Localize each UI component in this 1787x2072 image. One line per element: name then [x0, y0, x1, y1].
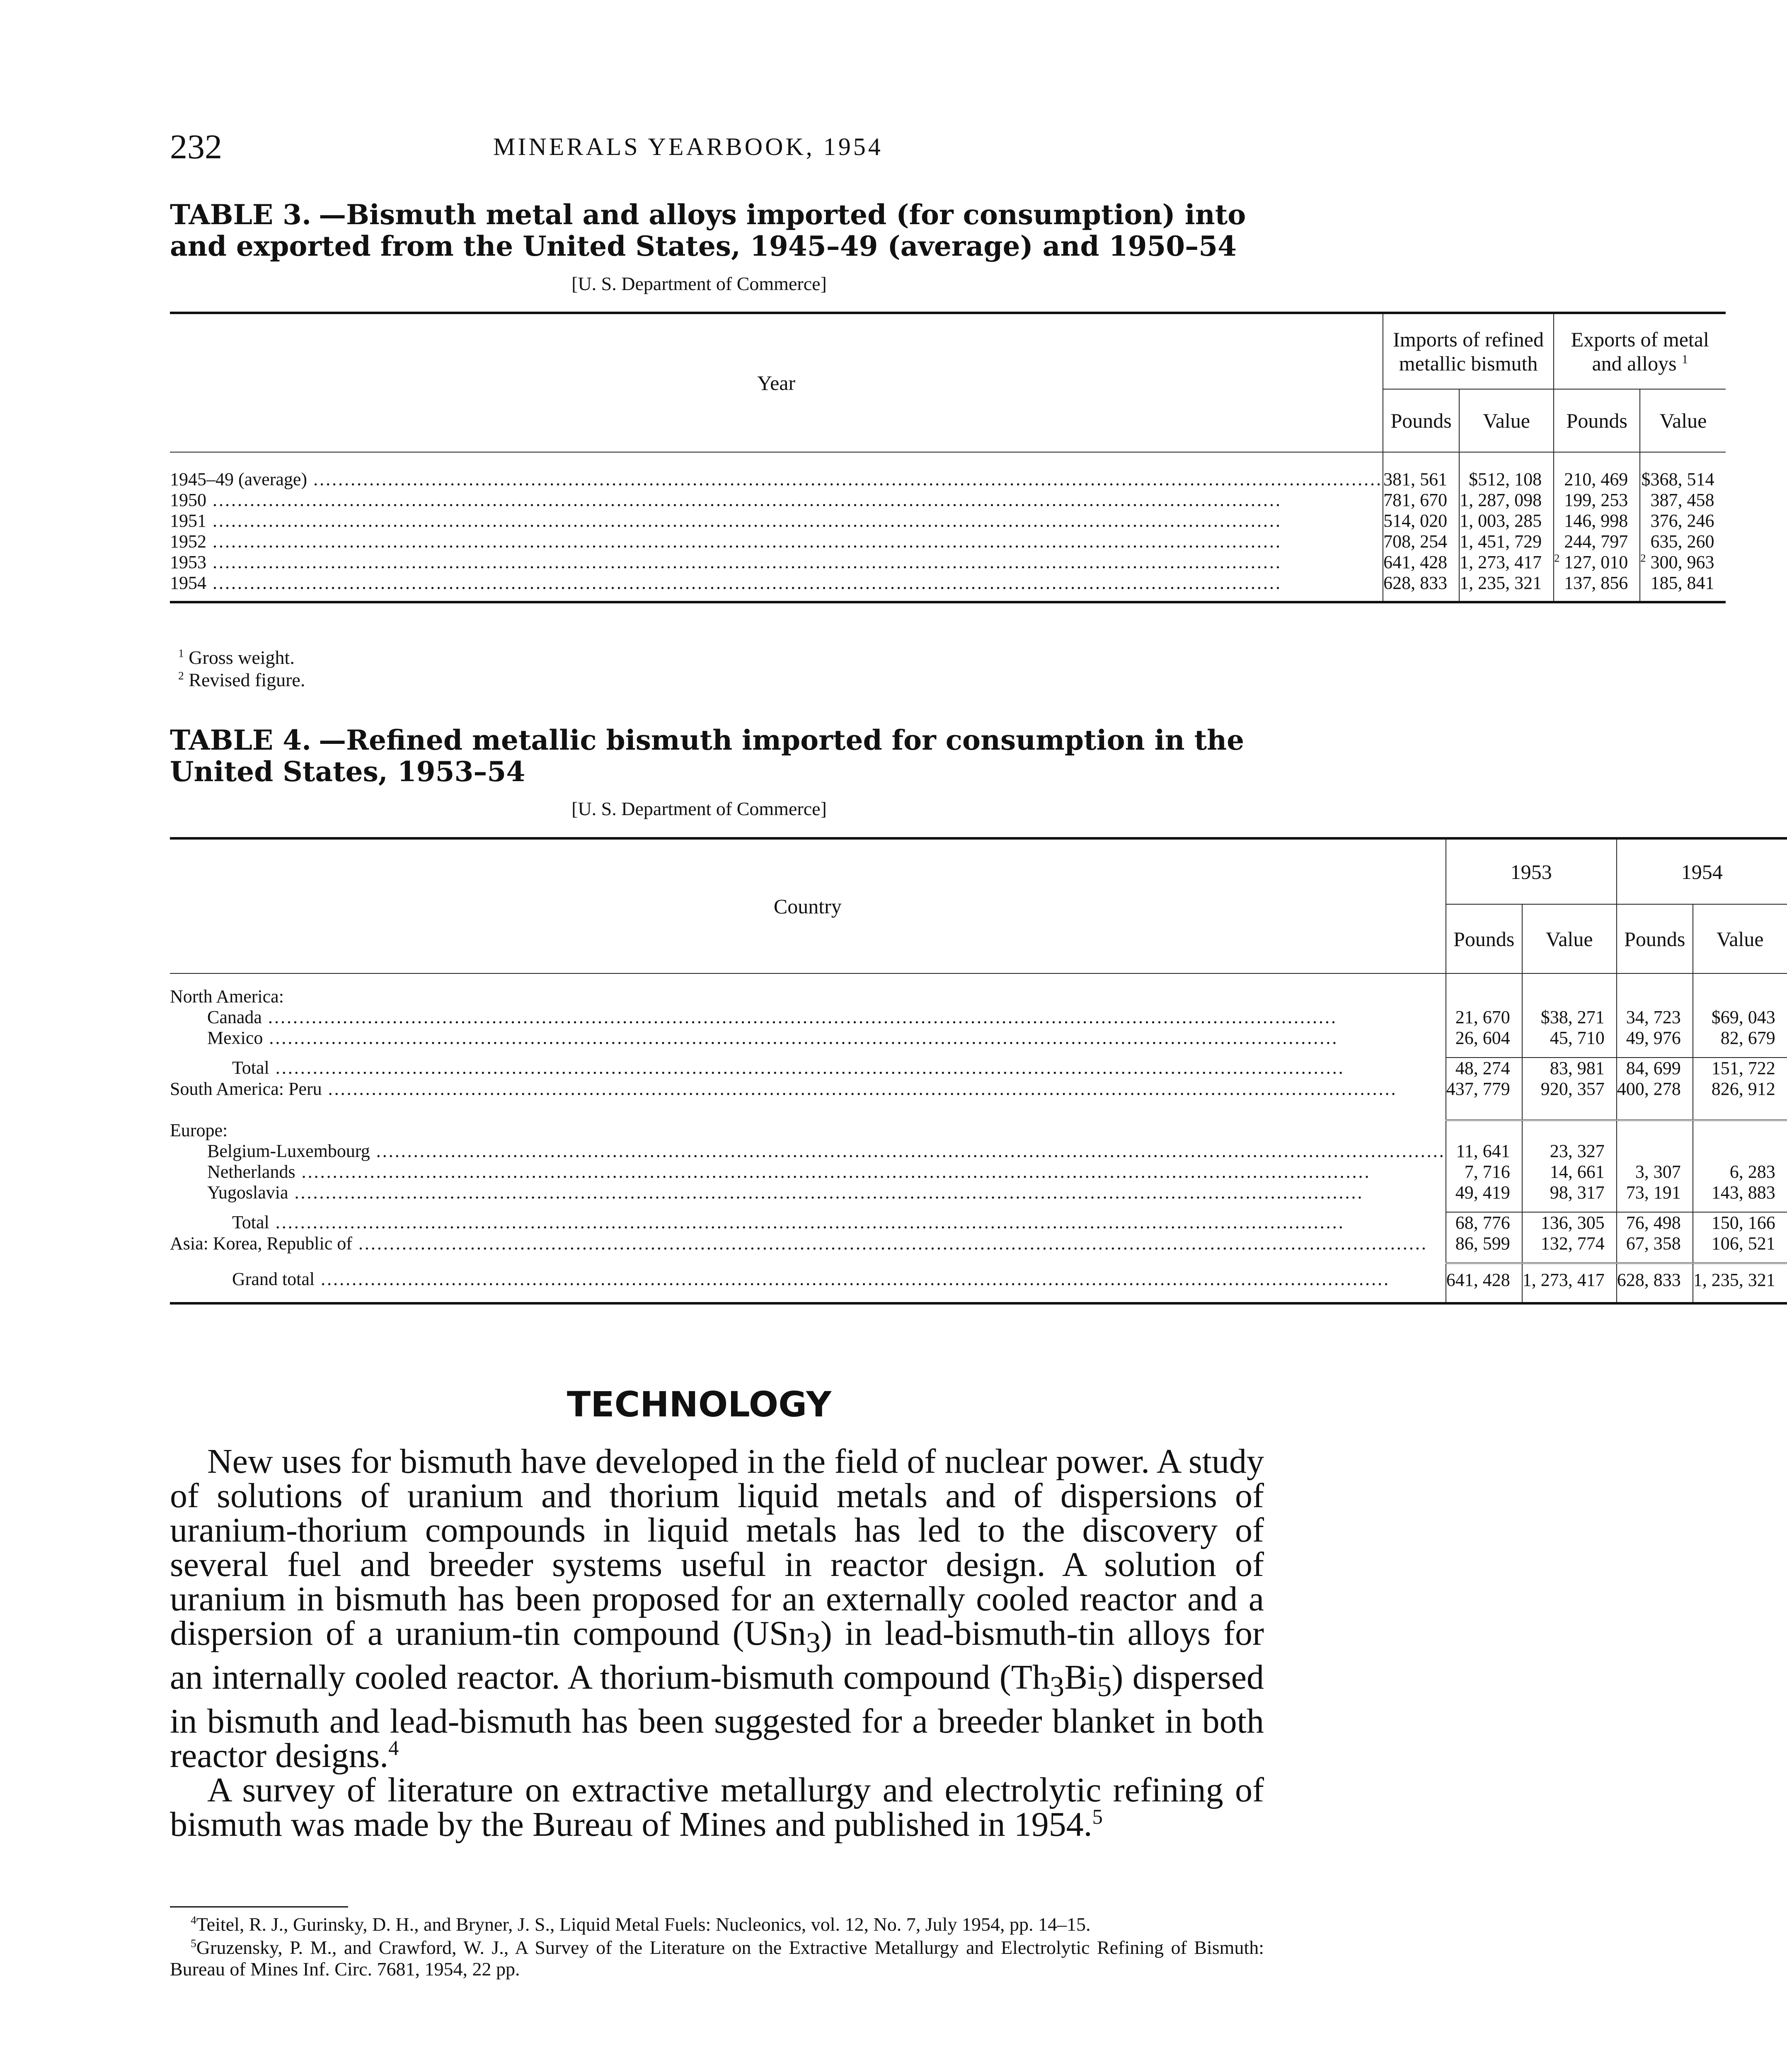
- table-row: 1945–49 (average) ..... 381, 561 $512, 108 210, 469 $368, 514: [170, 469, 1726, 490]
- table-row: 1950 ..... 781, 670 1, 287, 098 199, 253 387, 458: [170, 490, 1726, 511]
- technology-body: [170, 1444, 1264, 1842]
- table4-col-pounds-1953: Pounds: [1446, 904, 1522, 973]
- table4-caption: —Refined metallic bismuth imported for consumption in the United States, 1953–54: [170, 724, 1245, 788]
- table-row: Canada ..... 21, 670 $38, 271 34, 723 $69, 043: [170, 1007, 1787, 1028]
- table3-group-exports: Exports of metal and alloys $^1$: [1554, 313, 1726, 389]
- table4: [170, 837, 1787, 1305]
- table3-group-imports: Imports of refined metallic bismuth: [1383, 313, 1554, 389]
- table3-label: TABLE 3.: [170, 198, 312, 231]
- table-row: Asia: Korea, Republic of ..... 86, 599 132, 774 67, 358 106, 521: [170, 1233, 1787, 1254]
- table-row: North America:: [170, 986, 1787, 1007]
- running-head: MINERALS YEARBOOK, 1954: [493, 133, 883, 160]
- table-row: Belgium-Luxembourg ..... 11, 641 23, 327: [170, 1141, 1787, 1162]
- footnote-divider: [170, 1906, 348, 1907]
- footnote-4: $^4$Teitel, R. J., Gurinsky, D. H., and Bryner, J. S., Liquid Metal Fuels: Nucleonics, vol. 12, No. 7, July 1954, pp. 14–15.: [191, 1913, 1091, 1935]
- table3-title: [170, 199, 1264, 262]
- table-row: Grand total ..... 641, 428 1, 273, 417 628, 833 1, 235, 321: [170, 1263, 1787, 1303]
- table4-col-value-1954: Value: [1693, 904, 1787, 973]
- table-row: Total ..... 68, 776 136, 305 76, 498 150, 166: [170, 1212, 1787, 1233]
- table3-footnote-1: $^1$ Gross weight.: [178, 646, 295, 668]
- page-number: 232: [170, 128, 222, 166]
- table3-footnote-2: $^2$ Revised figure.: [178, 669, 305, 690]
- table3-col-imp-pounds: Pounds: [1383, 389, 1459, 452]
- table4-year-1954: 1954: [1617, 838, 1787, 904]
- table4-col-value-1953: Value: [1522, 904, 1617, 973]
- table3-col-exp-value: Value: [1640, 389, 1726, 452]
- footnotes: [170, 1914, 1264, 1982]
- table3-col-exp-pounds: Pounds: [1554, 389, 1640, 452]
- table3: [170, 312, 1726, 603]
- page-header: [170, 127, 1264, 164]
- table3-source: [U. S. Department of Commerce]: [571, 273, 827, 294]
- table-row: Mexico ..... 26, 604 45, 710 49, 976 82, 679: [170, 1028, 1787, 1048]
- table3-caption: —Bismuth metal and alloys imported (for consumption) into and exported from the United States, 1945–49 (average) and 1950–54: [170, 198, 1246, 262]
- table4-title: [170, 724, 1264, 787]
- table-row: 1954 ..... 628, 833 1, 235, 321 137, 856 185, 841: [170, 573, 1726, 602]
- table-row: Total ..... 48, 274 83, 981 84, 699 151, 722: [170, 1058, 1787, 1079]
- table3-col-imp-value: Value: [1459, 389, 1554, 452]
- table-row: 1951 ..... 514, 020 1, 003, 285 146, 998 376, 246: [170, 511, 1726, 531]
- table4-col-pounds-1954: Pounds: [1617, 904, 1693, 973]
- table-row: 1952 ..... 708, 254 1, 451, 729 244, 797 635, 260: [170, 531, 1726, 552]
- table3-footnotes: [178, 646, 305, 691]
- table-row: Europe:: [170, 1120, 1787, 1141]
- footnote-5: $^5$Gruzensky, P. M., and Crawford, W. J., A Survey of the Literature on the Extractive Metallurgy and Electrolytic Refining of Bismuth: Bureau of Mines Inf. Circ. 7681, 1954, 22 pp.: [170, 1936, 1264, 1980]
- table-row: 1953 ..... 641, 428 1, 273, 417 $^2$ 127, 010 $^2$ 300, 963: [170, 552, 1726, 573]
- table4-year-1953: 1953: [1446, 838, 1617, 904]
- table4-label: TABLE 4.: [170, 724, 312, 756]
- table-row: South America: Peru ..... 437, 779 920, 357 400, 278 826, 912: [170, 1079, 1787, 1099]
- table3-col-year: Year: [170, 313, 1383, 452]
- table-row: Yugoslavia ..... 49, 419 98, 317 73, 191 143, 883: [170, 1182, 1787, 1203]
- table-row: Netherlands ..... 7, 716 14, 661 3, 307 6, 283: [170, 1162, 1787, 1182]
- paragraph: A survey of literature on extractive metallurgy and electrolytic refining of bismuth was made by the Bureau of Mines and published in 1954.$^5$: [170, 1770, 1264, 1844]
- table4-source: [U. S. Department of Commerce]: [571, 798, 827, 819]
- table4-col-country: Country: [170, 838, 1446, 973]
- section-heading-technology: TECHNOLOGY: [567, 1384, 832, 1425]
- paragraph: New uses for bismuth have developed in the field of nuclear power. A study of solutions of uranium and thorium liquid metals and of dispersions of uranium-thorium compounds in liquid metals has led to the discovery of several fuel and breeder systems useful in reactor design. A solution of uranium in bismuth has been proposed for an externally cooled reactor and a dispersion of a uranium-tin compound (USn$_3$) in lead-bismuth-tin alloys for an internally cooled reactor. A thorium-bismuth compound $(Th_3Bi_5)$ dispersed in bismuth and lead-bismuth has been suggested for a breeder blanket in both reactor designs.$^4$: [170, 1442, 1264, 1775]
